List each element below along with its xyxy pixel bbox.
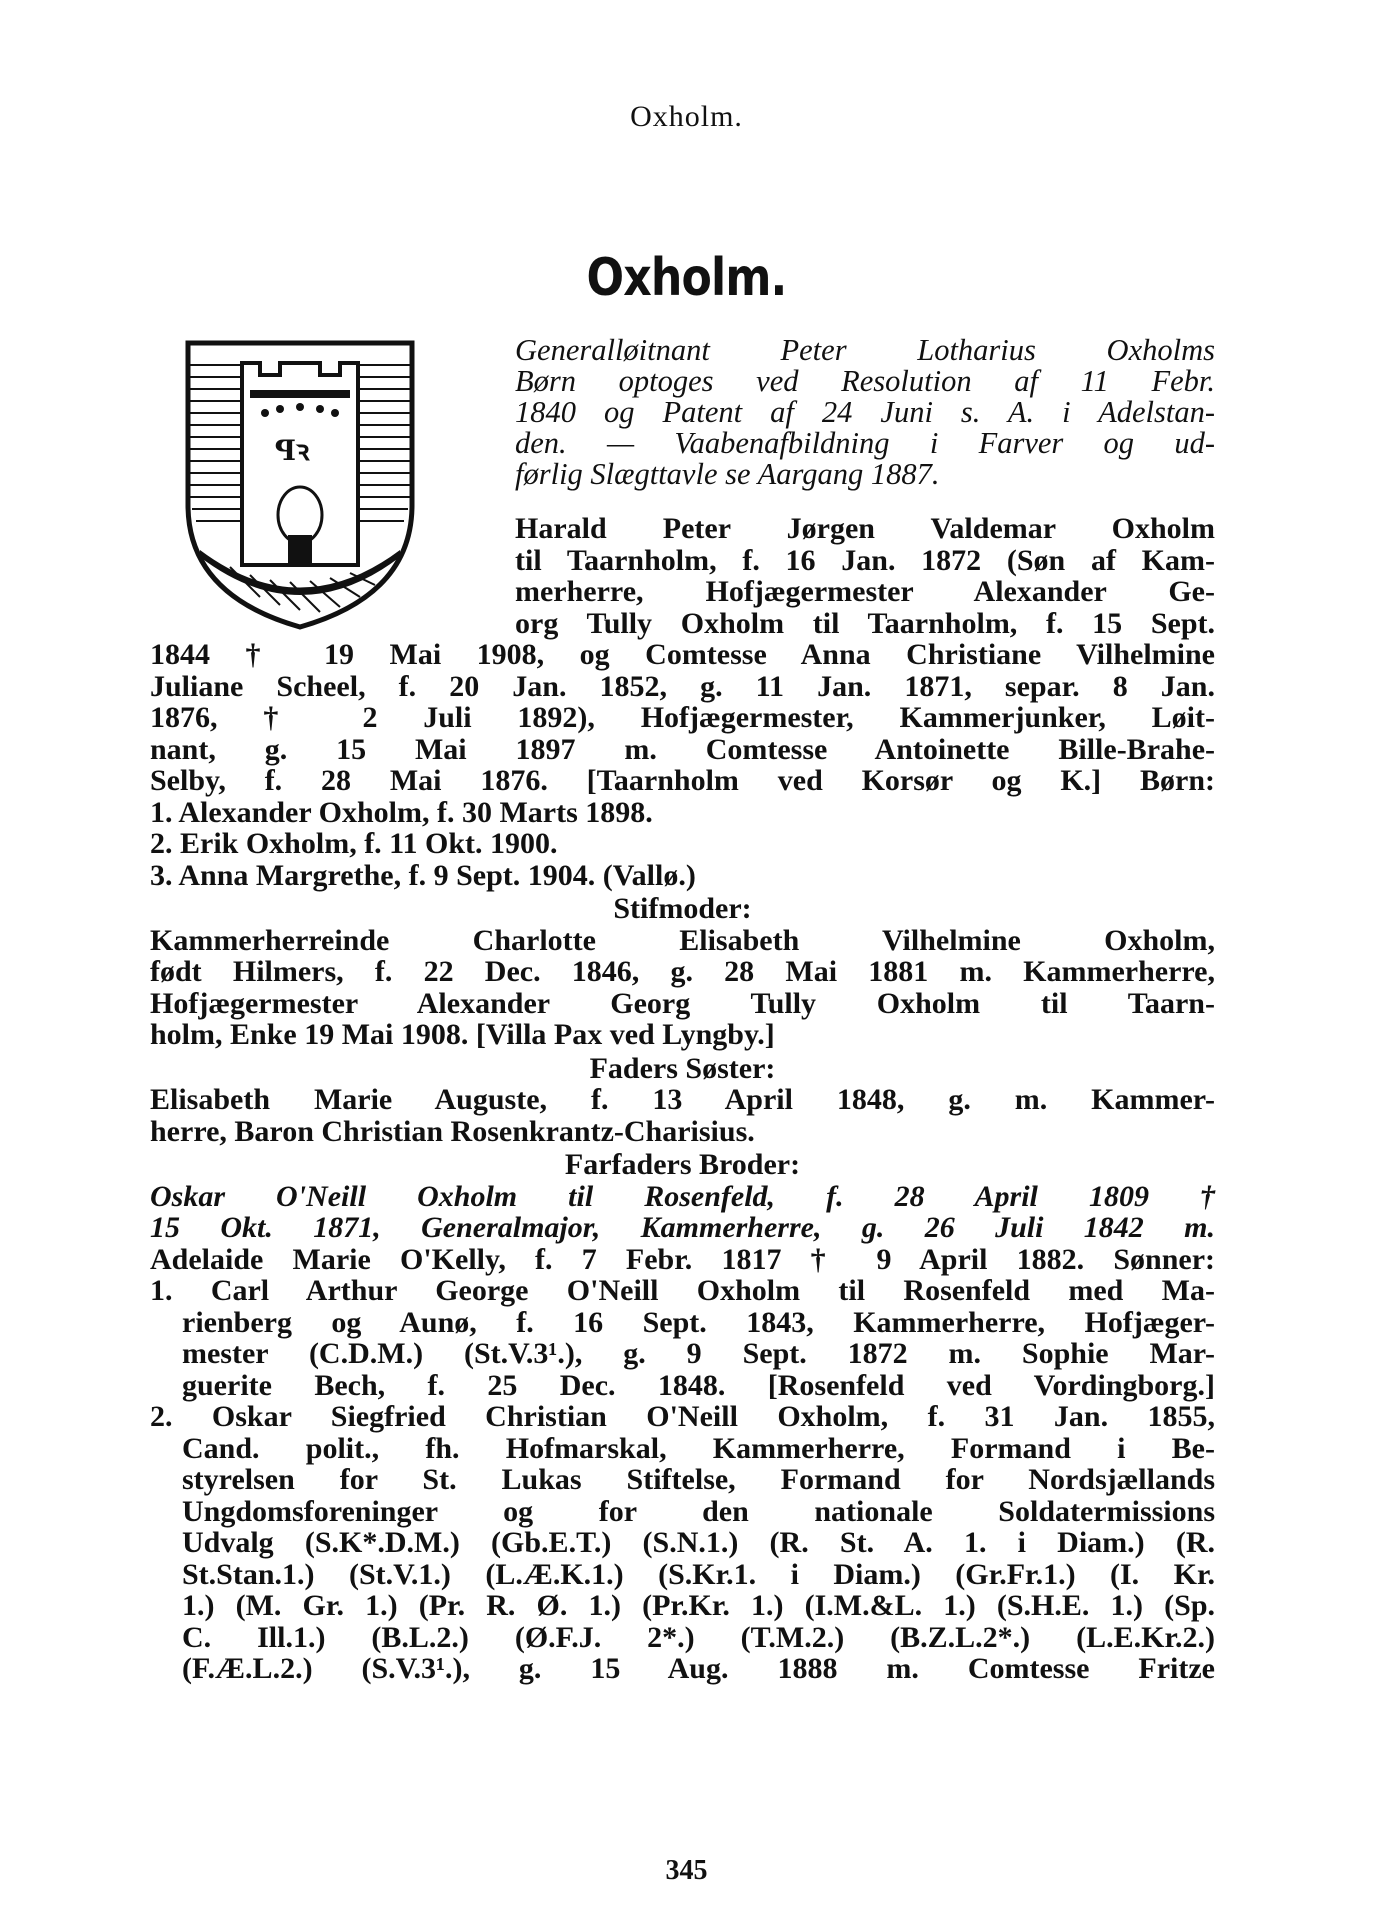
entry-line: nant, g. 15 Mai 1897 m. Comtesse Antoinette Bille-Brahe- [150, 732, 1215, 766]
entry-line: Ungdomsforeninger og for den nationale Soldatermissions [182, 1494, 1215, 1528]
entry-line: Adelaide Marie O'Kelly, f. 7 Febr. 1817 † 9 April 1882. Sønner: [150, 1242, 1215, 1276]
section-heading-farfaders-broder: Farfaders Broder: [564, 1148, 801, 1181]
entry-line: styrelsen for St. Lukas Stiftelse, Formand for Nordsjællands [182, 1463, 1215, 1496]
entry-line: mester (C.D.M.) (St.V.3¹.), g. 9 Sept. 1872 m. Sophie Mar- [182, 1337, 1215, 1370]
intro-line: den. — Vaabenafbildning i Farver og ud- [515, 426, 1215, 460]
entry-line: Selby, f. 28 Mai 1876. [Taarnholm ved Korsør og K.] Børn: [150, 764, 1215, 797]
entry-line: Harald Peter Jørgen Valdemar Oxholm [515, 512, 1215, 545]
entry-line: rienberg og Aunø, f. 16 Sept. 1843, Kammerherre, Hofjæger- [182, 1305, 1215, 1339]
entry-line: Cand. polit., fh. Hofmarskal, Kammerherre, Formand i Be- [182, 1431, 1215, 1465]
entry-line: Udvalg (S.K*.D.M.) (Gb.E.T.) (S.N.1.) (R. St. A. 1. i Diam.) (R. [182, 1526, 1215, 1559]
entry-line: C. Ill.1.) (B.L.2.) (Ø.F.J. 2*.) (T.M.2.) (B.Z.L.2*.) (L.E.Kr.2.) [182, 1620, 1215, 1654]
svg-text:ꟼꝛ: ꟼꝛ [275, 434, 310, 467]
entry-line: holm, Enke 19 Mai 1908. [Villa Pax ved Lyngby.] [150, 1018, 775, 1051]
entry-line: Oskar O'Neill Oxholm til Rosenfeld, f. 28 April 1809 † [150, 1179, 1215, 1213]
child-entry: 2. Erik Oxholm, f. 11 Okt. 1900. [150, 827, 558, 860]
intro-line: Børn optoges ved Resolution af 11 Febr. [515, 364, 1215, 398]
ennoblement-note [515, 335, 1215, 490]
entry-line: herre, Baron Christian Rosenkrantz-Charisius. [150, 1114, 755, 1148]
entry-line: født Hilmers, f. 22 Dec. 1846, g. 28 Mai 1881 m. Kammerherre, [150, 955, 1215, 988]
entry-line: merherre, Hofjægermester Alexander Ge- [515, 575, 1215, 608]
section-heading-faders-soster: Faders Søster: [589, 1051, 776, 1085]
entry-line: (F.Æ.L.2.) (S.V.3¹.), g. 15 Aug. 1888 m. Comtesse Fritze [182, 1652, 1215, 1685]
entry-line: Kammerherreinde Charlotte Elisabeth Vilhelmine Oxholm, [150, 923, 1215, 957]
child-entry: 1. Alexander Oxholm, f. 30 Marts 1898. [150, 795, 653, 829]
entry-line: St.Stan.1.) (St.V.1.) (L.Æ.K.1.) (S.Kr.1. i Diam.) (Gr.Fr.1.) (I. Kr. [182, 1557, 1215, 1591]
entry-line: org Tully Oxholm til Taarnholm, f. 15 Sept. [515, 606, 1215, 640]
entry-line: 1876, † 2 Juli 1892), Hofjægermester, Kammerjunker, Løit- [150, 701, 1215, 734]
entry-line: 1.) (M. Gr. 1.) (Pr. R. Ø. 1.) (Pr.Kr. 1.) (I.M.&L. 1.) (S.H.E. 1.) (Sp. [182, 1589, 1215, 1622]
son-entry: 2. Oskar Siegfried Christian O'Neill Oxholm, f. 31 Jan. 1855, [150, 1400, 1215, 1433]
intro-line: 1840 og Patent af 24 Juni s. A. i Adelstan- [515, 395, 1215, 429]
running-head: Oxholm. [630, 100, 743, 133]
entry-line: Hofjægermester Alexander Georg Tully Oxholm til Taarn- [150, 986, 1215, 1020]
section-heading-stifmoder: Stifmoder: [613, 892, 752, 925]
family-title: Oxholm. [586, 248, 787, 308]
entry-line: til Taarnholm, f. 16 Jan. 1872 (Søn af Kam- [515, 543, 1215, 577]
main-entry [150, 513, 1215, 1685]
entry-line: guerite Bech, f. 25 Dec. 1848. [Rosenfeld ved Vordingborg.] [182, 1368, 1215, 1402]
page-number: 345 [665, 1855, 708, 1886]
entry-line: Juliane Scheel, f. 20 Jan. 1852, g. 11 Jan. 1871, separ. 8 Jan. [150, 669, 1215, 703]
entry-line: 15 Okt. 1871, Generalmajor, Kammerherre, g. 26 Juli 1842 m. [150, 1211, 1215, 1244]
intro-line: førlig Slægttavle se Aargang 1887. [515, 457, 940, 491]
intro-line: Generalløitnant Peter Lotharius Oxholms [515, 333, 1215, 367]
son-entry: 1. Carl Arthur George O'Neill Oxholm til Rosenfeld med Ma- [150, 1274, 1215, 1307]
entry-line: Elisabeth Marie Auguste, f. 13 April 1848, g. m. Kammer- [150, 1083, 1215, 1116]
child-entry: 3. Anna Margrethe, f. 9 Sept. 1904. (Vallø.) [150, 858, 696, 892]
entry-line: 1844 † 19 Mai 1908, og Comtesse Anna Christiane Vilhelmine [150, 638, 1215, 671]
